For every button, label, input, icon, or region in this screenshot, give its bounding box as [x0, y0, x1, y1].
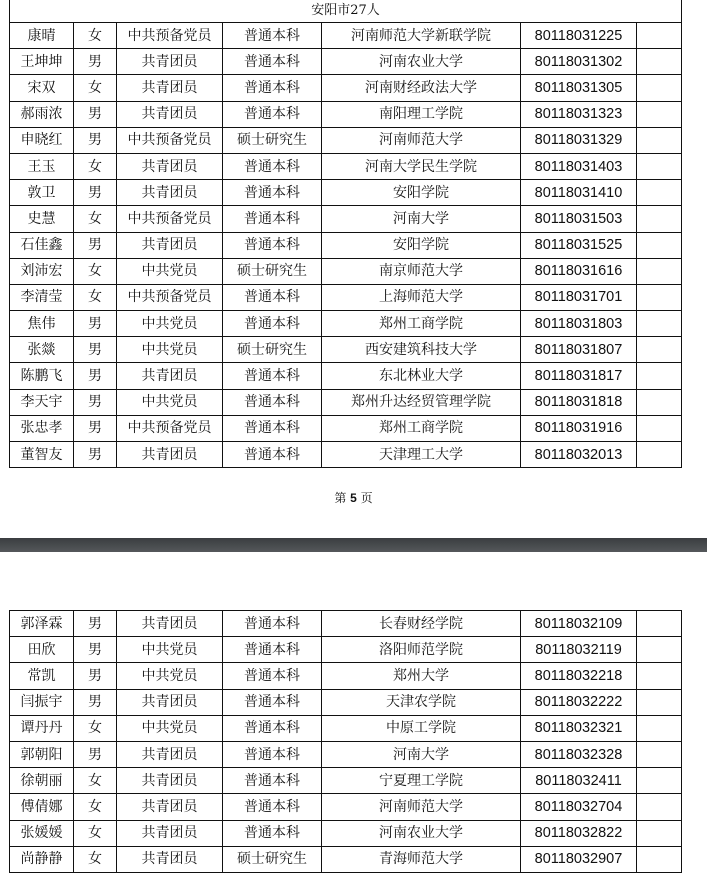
- table-row: [10, 663, 682, 689]
- school-cell: 郑州工商学院: [322, 415, 521, 441]
- gender-cell: 男: [74, 637, 117, 663]
- exam-number-cell: 80118032109: [521, 611, 637, 637]
- education-cell: 硕士研究生: [223, 337, 322, 363]
- remark-cell: [637, 311, 682, 337]
- name-cell: 张忠孝: [10, 415, 74, 441]
- remark-cell: [637, 689, 682, 715]
- gender-cell: 女: [74, 75, 117, 101]
- education-cell: 普通本科: [223, 232, 322, 258]
- education-cell: 普通本科: [223, 741, 322, 767]
- gender-cell: 女: [74, 153, 117, 179]
- gender-cell: 男: [74, 311, 117, 337]
- name-cell: 谭丹丹: [10, 715, 74, 741]
- name-cell: 傅倩娜: [10, 794, 74, 820]
- education-cell: 普通本科: [223, 611, 322, 637]
- political-status-cell: 共青团员: [117, 363, 223, 389]
- remark-cell: [637, 49, 682, 75]
- school-cell: 南京师范大学: [322, 258, 521, 284]
- school-cell: 郑州升达经贸管理学院: [322, 389, 521, 415]
- table-row: [10, 741, 682, 767]
- exam-number-cell: 80118032013: [521, 442, 637, 468]
- remark-cell: [637, 846, 682, 872]
- exam-number-cell: 80118031817: [521, 363, 637, 389]
- education-cell: 普通本科: [223, 49, 322, 75]
- school-cell: 南阳理工学院: [322, 101, 521, 127]
- education-cell: 硕士研究生: [223, 127, 322, 153]
- gender-cell: 男: [74, 101, 117, 127]
- name-cell: 石佳鑫: [10, 232, 74, 258]
- political-status-cell: 共青团员: [117, 232, 223, 258]
- remark-cell: [637, 363, 682, 389]
- political-status-cell: 共青团员: [117, 689, 223, 715]
- education-cell: 普通本科: [223, 415, 322, 441]
- gender-cell: 女: [74, 23, 117, 49]
- name-cell: 徐朝丽: [10, 768, 74, 794]
- page-number: [0, 489, 707, 506]
- remark-cell: [637, 127, 682, 153]
- education-cell: 普通本科: [223, 820, 322, 846]
- candidate-table-page-6: [9, 610, 682, 873]
- school-cell: 上海师范大学: [322, 284, 521, 310]
- remark-cell: [637, 284, 682, 310]
- political-status-cell: 共青团员: [117, 75, 223, 101]
- document-page-6: [0, 552, 707, 872]
- political-status-cell: 中共预备党员: [117, 415, 223, 441]
- school-cell: 东北林业大学: [322, 363, 521, 389]
- school-cell: 长春财经学院: [322, 611, 521, 637]
- gender-cell: 男: [74, 611, 117, 637]
- political-status-cell: 中共党员: [117, 715, 223, 741]
- exam-number-cell: 80118032119: [521, 637, 637, 663]
- name-cell: 郭泽霖: [10, 611, 74, 637]
- table-row: [10, 258, 682, 284]
- school-cell: 河南大学: [322, 741, 521, 767]
- political-status-cell: 共青团员: [117, 794, 223, 820]
- remark-cell: [637, 715, 682, 741]
- section-header-row: [10, 0, 682, 23]
- table-row: [10, 611, 682, 637]
- table-row: [10, 637, 682, 663]
- political-status-cell: 中共党员: [117, 637, 223, 663]
- exam-number-cell: 80118031302: [521, 49, 637, 75]
- gender-cell: 男: [74, 663, 117, 689]
- table-row: [10, 768, 682, 794]
- remark-cell: [637, 663, 682, 689]
- name-cell: 史慧: [10, 206, 74, 232]
- political-status-cell: 中共党员: [117, 311, 223, 337]
- remark-cell: [637, 75, 682, 101]
- gender-cell: 男: [74, 689, 117, 715]
- political-status-cell: 共青团员: [117, 611, 223, 637]
- table-row: [10, 284, 682, 310]
- table-row: [10, 794, 682, 820]
- school-cell: 河南农业大学: [322, 49, 521, 75]
- remark-cell: [637, 820, 682, 846]
- exam-number-cell: 80118032222: [521, 689, 637, 715]
- education-cell: 硕士研究生: [223, 258, 322, 284]
- school-cell: 河南大学: [322, 206, 521, 232]
- school-cell: 西安建筑科技大学: [322, 337, 521, 363]
- table-row: [10, 206, 682, 232]
- education-cell: 普通本科: [223, 363, 322, 389]
- table-row: [10, 442, 682, 468]
- section-title: 安阳市27人: [10, 0, 682, 23]
- name-cell: 常凯: [10, 663, 74, 689]
- page-number-prefix: 第: [334, 491, 347, 505]
- education-cell: 普通本科: [223, 311, 322, 337]
- gender-cell: 男: [74, 415, 117, 441]
- gender-cell: 男: [74, 127, 117, 153]
- remark-cell: [637, 153, 682, 179]
- gender-cell: 女: [74, 206, 117, 232]
- exam-number-cell: 80118032822: [521, 820, 637, 846]
- table-row: [10, 23, 682, 49]
- political-status-cell: 中共党员: [117, 337, 223, 363]
- name-cell: 李清莹: [10, 284, 74, 310]
- education-cell: 普通本科: [223, 442, 322, 468]
- name-cell: 张燚: [10, 337, 74, 363]
- gender-cell: 男: [74, 180, 117, 206]
- remark-cell: [637, 741, 682, 767]
- political-status-cell: 共青团员: [117, 768, 223, 794]
- education-cell: 普通本科: [223, 637, 322, 663]
- school-cell: 河南大学民生学院: [322, 153, 521, 179]
- political-status-cell: 共青团员: [117, 820, 223, 846]
- education-cell: 普通本科: [223, 768, 322, 794]
- name-cell: 宋双: [10, 75, 74, 101]
- education-cell: 普通本科: [223, 689, 322, 715]
- school-cell: 安阳学院: [322, 232, 521, 258]
- table-row: [10, 689, 682, 715]
- exam-number-cell: 80118031410: [521, 180, 637, 206]
- page-separator: [0, 538, 707, 552]
- exam-number-cell: 80118032704: [521, 794, 637, 820]
- name-cell: 李天宇: [10, 389, 74, 415]
- remark-cell: [637, 23, 682, 49]
- exam-number-cell: 80118032328: [521, 741, 637, 767]
- name-cell: 刘沛宏: [10, 258, 74, 284]
- gender-cell: 女: [74, 820, 117, 846]
- table-row: [10, 127, 682, 153]
- political-status-cell: 共青团员: [117, 741, 223, 767]
- table-row: [10, 153, 682, 179]
- education-cell: 普通本科: [223, 23, 322, 49]
- school-cell: 青海师范大学: [322, 846, 521, 872]
- exam-number-cell: 80118031329: [521, 127, 637, 153]
- table-row: [10, 311, 682, 337]
- political-status-cell: 共青团员: [117, 101, 223, 127]
- remark-cell: [637, 232, 682, 258]
- remark-cell: [637, 415, 682, 441]
- gender-cell: 男: [74, 49, 117, 75]
- gender-cell: 男: [74, 232, 117, 258]
- education-cell: 普通本科: [223, 180, 322, 206]
- table-row: [10, 75, 682, 101]
- remark-cell: [637, 794, 682, 820]
- remark-cell: [637, 637, 682, 663]
- school-cell: 郑州工商学院: [322, 311, 521, 337]
- table-row: [10, 232, 682, 258]
- school-cell: 安阳学院: [322, 180, 521, 206]
- exam-number-cell: 80118031323: [521, 101, 637, 127]
- table-row: [10, 337, 682, 363]
- school-cell: 河南师范大学新联学院: [322, 23, 521, 49]
- political-status-cell: 中共预备党员: [117, 23, 223, 49]
- gender-cell: 女: [74, 846, 117, 872]
- name-cell: 王坤坤: [10, 49, 74, 75]
- school-cell: 河南师范大学: [322, 794, 521, 820]
- exam-number-cell: 80118031525: [521, 232, 637, 258]
- name-cell: 陈鹏飞: [10, 363, 74, 389]
- exam-number-cell: 80118031403: [521, 153, 637, 179]
- name-cell: 敦卫: [10, 180, 74, 206]
- political-status-cell: 共青团员: [117, 180, 223, 206]
- exam-number-cell: 80118032907: [521, 846, 637, 872]
- table-row: [10, 49, 682, 75]
- political-status-cell: 共青团员: [117, 153, 223, 179]
- education-cell: 普通本科: [223, 75, 322, 101]
- table-row: [10, 715, 682, 741]
- name-cell: 郝雨浓: [10, 101, 74, 127]
- gender-cell: 男: [74, 363, 117, 389]
- remark-cell: [637, 206, 682, 232]
- exam-number-cell: 80118031818: [521, 389, 637, 415]
- education-cell: 硕士研究生: [223, 846, 322, 872]
- political-status-cell: 中共党员: [117, 389, 223, 415]
- name-cell: 张媛媛: [10, 820, 74, 846]
- table-row: [10, 415, 682, 441]
- table-row: [10, 363, 682, 389]
- gender-cell: 男: [74, 442, 117, 468]
- gender-cell: 女: [74, 768, 117, 794]
- name-cell: 郭朝阳: [10, 741, 74, 767]
- page-number-value: 5: [350, 491, 357, 505]
- remark-cell: [637, 768, 682, 794]
- table-row: [10, 101, 682, 127]
- education-cell: 普通本科: [223, 206, 322, 232]
- remark-cell: [637, 337, 682, 363]
- remark-cell: [637, 258, 682, 284]
- school-cell: 河南农业大学: [322, 820, 521, 846]
- exam-number-cell: 80118032321: [521, 715, 637, 741]
- school-cell: 天津农学院: [322, 689, 521, 715]
- education-cell: 普通本科: [223, 101, 322, 127]
- remark-cell: [637, 611, 682, 637]
- exam-number-cell: 80118031305: [521, 75, 637, 101]
- political-status-cell: 共青团员: [117, 49, 223, 75]
- name-cell: 王玉: [10, 153, 74, 179]
- name-cell: 尚静静: [10, 846, 74, 872]
- education-cell: 普通本科: [223, 794, 322, 820]
- exam-number-cell: 80118032411: [521, 768, 637, 794]
- remark-cell: [637, 101, 682, 127]
- school-cell: 宁夏理工学院: [322, 768, 521, 794]
- exam-number-cell: 80118031503: [521, 206, 637, 232]
- exam-number-cell: 80118031803: [521, 311, 637, 337]
- education-cell: 普通本科: [223, 715, 322, 741]
- education-cell: 普通本科: [223, 389, 322, 415]
- name-cell: 康晴: [10, 23, 74, 49]
- remark-cell: [637, 389, 682, 415]
- school-cell: 河南财经政法大学: [322, 75, 521, 101]
- table-row: [10, 180, 682, 206]
- gender-cell: 女: [74, 715, 117, 741]
- exam-number-cell: 80118031225: [521, 23, 637, 49]
- gender-cell: 男: [74, 389, 117, 415]
- political-status-cell: 中共预备党员: [117, 284, 223, 310]
- school-cell: 天津理工大学: [322, 442, 521, 468]
- education-cell: 普通本科: [223, 663, 322, 689]
- gender-cell: 女: [74, 258, 117, 284]
- page-number-suffix: 页: [360, 491, 373, 505]
- school-cell: 河南师范大学: [322, 127, 521, 153]
- name-cell: 申晓红: [10, 127, 74, 153]
- gender-cell: 女: [74, 794, 117, 820]
- table-row: [10, 389, 682, 415]
- remark-cell: [637, 442, 682, 468]
- gender-cell: 女: [74, 284, 117, 310]
- table-row: [10, 846, 682, 872]
- gender-cell: 男: [74, 337, 117, 363]
- political-status-cell: 共青团员: [117, 442, 223, 468]
- political-status-cell: 中共党员: [117, 258, 223, 284]
- exam-number-cell: 80118032218: [521, 663, 637, 689]
- exam-number-cell: 80118031916: [521, 415, 637, 441]
- political-status-cell: 中共预备党员: [117, 206, 223, 232]
- political-status-cell: 共青团员: [117, 846, 223, 872]
- name-cell: 焦伟: [10, 311, 74, 337]
- name-cell: 田欣: [10, 637, 74, 663]
- school-cell: 郑州大学: [322, 663, 521, 689]
- exam-number-cell: 80118031807: [521, 337, 637, 363]
- political-status-cell: 中共党员: [117, 663, 223, 689]
- name-cell: 董智友: [10, 442, 74, 468]
- remark-cell: [637, 180, 682, 206]
- name-cell: 闫振宇: [10, 689, 74, 715]
- table-row: [10, 820, 682, 846]
- school-cell: 中原工学院: [322, 715, 521, 741]
- education-cell: 普通本科: [223, 153, 322, 179]
- political-status-cell: 中共预备党员: [117, 127, 223, 153]
- gender-cell: 男: [74, 741, 117, 767]
- school-cell: 洛阳师范学院: [322, 637, 521, 663]
- exam-number-cell: 80118031701: [521, 284, 637, 310]
- education-cell: 普通本科: [223, 284, 322, 310]
- exam-number-cell: 80118031616: [521, 258, 637, 284]
- candidate-table-page-5: [9, 0, 682, 468]
